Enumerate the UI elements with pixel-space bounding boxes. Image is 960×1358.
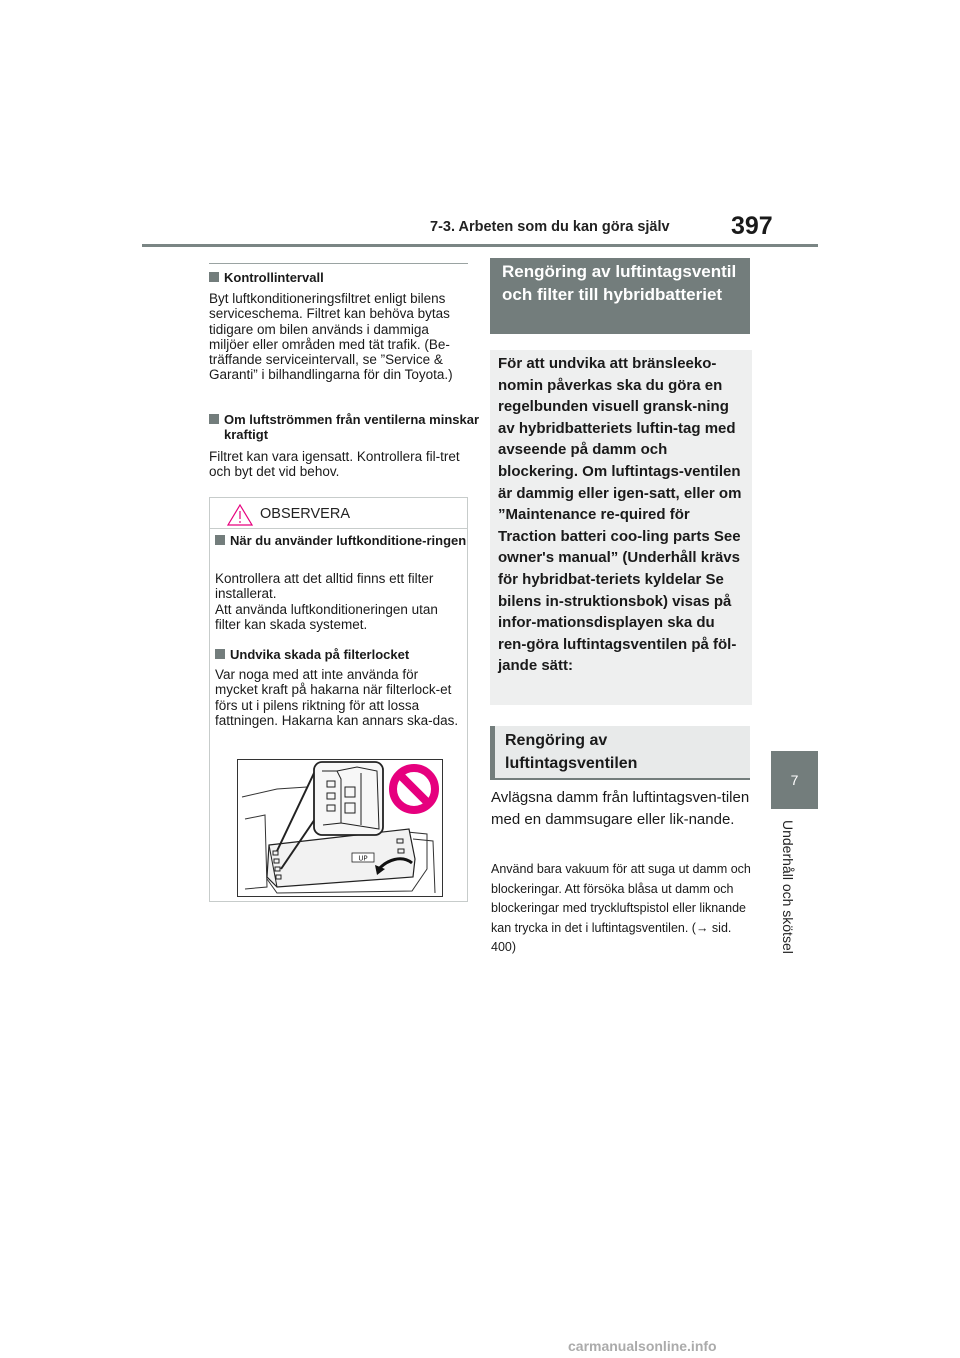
watermark: carmanualsonline.info	[568, 1338, 717, 1354]
caution-paragraph-lock: Var noga med att inte använda för mycket kraft på hakarna när filterlock-et förs ut i pilens riktning för att lossa fattningen. Hakarna kan annars ska-das.	[215, 667, 459, 728]
caution-paragraph-ac: Kontrollera att det alltid finns ett filter installerat. Att använda luftkonditioneringen utan filter kan skada systemet.	[215, 571, 438, 632]
gray-square-bullet-icon	[209, 272, 219, 282]
chapter-side-label	[780, 820, 810, 970]
page-number: 397	[731, 212, 773, 240]
prohibition-sign-icon	[393, 768, 435, 810]
paragraph-vacuum-note: Använd bara vakuum för att suga ut damm och blockeringar. Att försöka blåsa ut damm och blockeringar med tryckluftspistol eller liknande kan trycka in det i luftintagsventilen. (→ sid. 400)	[491, 862, 751, 954]
gray-square-bullet-icon	[215, 535, 225, 545]
chapter-label: Underhåll och skötsel	[780, 820, 796, 954]
section-title: 7-3. Arbeten som du kan göra själv	[430, 219, 670, 235]
subsection-title-band: Rengöring av luftintagsventilen	[490, 726, 750, 780]
caution-title: OBSERVERA	[260, 506, 350, 522]
caution-subheading-lock: Undvika skada på filterlocket	[215, 647, 475, 662]
chapter-tab	[771, 751, 818, 809]
caution-header	[210, 498, 467, 529]
subheading-kontrollintervall: Kontrollintervall	[209, 270, 484, 285]
paragraph-vacuum: Avlägsna damm från luftintagsven-tilen med en dammsugare eller lik-nande.	[491, 789, 750, 829]
gray-square-bullet-icon	[209, 414, 219, 424]
paragraph-kontrollintervall: Byt luftkonditioneringsfiltret enligt bilens serviceschema. Filtret kan behöva bytas tidigare om bilen används i dammiga miljöer eller områden med tät trafik. (Be-träffande serviceintervall, se ”Service & Garanti” i bilhandlingarna för din Toyota.)	[209, 291, 453, 383]
caution-box	[209, 497, 468, 902]
chapter-number: 7	[790, 772, 799, 788]
subheading-luftstromning: Om luftströmmen från ventilerna minskar kraftigt	[209, 412, 486, 442]
caution-subheading-ac: När du använder luftkonditione-ringen	[215, 533, 475, 548]
section-title-band: Rengöring av luftintagsventil och filter till hybridbatteriet	[490, 258, 750, 334]
warning-triangle-icon	[227, 504, 253, 526]
filter-cover-illustration	[237, 759, 443, 897]
gray-square-bullet-icon	[215, 649, 225, 659]
up-label: UP	[358, 854, 368, 863]
notice-box: För att undvika att bränsleeko-nomin påverkas ska du göra en regelbunden visuell gransk-ning av hybridbatteriets luftin-tag med avseende på damm och blockering. Om luftintags-ventilen är dammig eller igen-satt, eller om ”Maintenance re-quired för Traction batteri coo-ling parts See owner's manual” (Underhåll krävs för hybridbat-teriets kyldelar Se bilens in-struktionsbok) visas på infor-mationsdisplayen ska du ren-göra luftintagsventilen på föl-jande sätt:	[490, 350, 752, 705]
column-top-rule	[209, 263, 468, 264]
header-rule	[142, 244, 818, 247]
paragraph-luftstromning: Filtret kan vara igensatt. Kontrollera fil-tret och byt det vid behov.	[209, 449, 460, 480]
